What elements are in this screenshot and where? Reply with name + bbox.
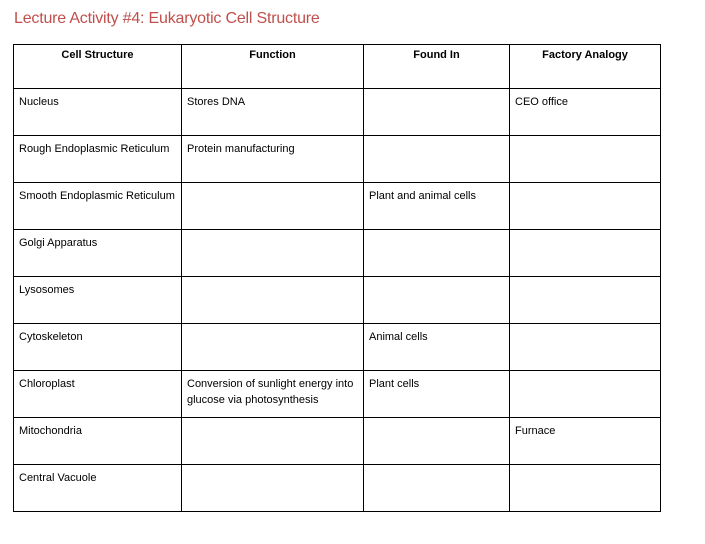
table-header-row bbox=[14, 45, 661, 89]
column-header-found-in: Found In bbox=[364, 45, 510, 89]
factory-analogy-cell[interactable] bbox=[510, 183, 661, 230]
cell-structure-name[interactable]: Cytoskeleton bbox=[14, 324, 182, 371]
table-row bbox=[14, 183, 661, 230]
factory-analogy-cell[interactable] bbox=[510, 136, 661, 183]
found-in-cell[interactable] bbox=[364, 89, 510, 136]
table-row bbox=[14, 230, 661, 277]
function-cell[interactable] bbox=[182, 183, 364, 230]
factory-analogy-cell[interactable] bbox=[510, 465, 661, 512]
column-header-function: Function bbox=[182, 45, 364, 89]
cell-structure-name[interactable]: Golgi Apparatus bbox=[14, 230, 182, 277]
cell-structure-name[interactable]: Central Vacuole bbox=[14, 465, 182, 512]
table-row bbox=[14, 465, 661, 512]
page-title: Lecture Activity #4: Eukaryotic Cell Structure bbox=[14, 10, 320, 27]
cell-structure-name[interactable]: Chloroplast bbox=[14, 371, 182, 418]
found-in-cell[interactable] bbox=[364, 277, 510, 324]
found-in-cell[interactable]: Animal cells bbox=[364, 324, 510, 371]
cell-structure-table bbox=[13, 44, 661, 512]
found-in-cell[interactable] bbox=[364, 418, 510, 465]
factory-analogy-cell[interactable] bbox=[510, 277, 661, 324]
table-row bbox=[14, 277, 661, 324]
table-row bbox=[14, 324, 661, 371]
function-cell[interactable]: Protein manufacturing bbox=[182, 136, 364, 183]
table-row bbox=[14, 371, 661, 418]
table-row bbox=[14, 136, 661, 183]
table-row bbox=[14, 418, 661, 465]
cell-structure-name[interactable]: Nucleus bbox=[14, 89, 182, 136]
found-in-cell[interactable] bbox=[364, 465, 510, 512]
cell-structure-name[interactable]: Rough Endoplasmic Reticulum bbox=[14, 136, 182, 183]
column-header-cell-structure: Cell Structure bbox=[14, 45, 182, 89]
function-cell[interactable] bbox=[182, 418, 364, 465]
function-cell[interactable]: Stores DNA bbox=[182, 89, 364, 136]
function-cell[interactable] bbox=[182, 324, 364, 371]
cell-structure-name[interactable]: Lysosomes bbox=[14, 277, 182, 324]
factory-analogy-cell[interactable] bbox=[510, 230, 661, 277]
function-cell[interactable] bbox=[182, 230, 364, 277]
factory-analogy-cell[interactable]: Furnace bbox=[510, 418, 661, 465]
function-cell[interactable] bbox=[182, 277, 364, 324]
found-in-cell[interactable]: Plant cells bbox=[364, 371, 510, 418]
cell-structure-name[interactable]: Smooth Endoplasmic Reticulum bbox=[14, 183, 182, 230]
found-in-cell[interactable] bbox=[364, 230, 510, 277]
column-header-factory-analogy: Factory Analogy bbox=[510, 45, 661, 89]
function-cell[interactable] bbox=[182, 465, 364, 512]
factory-analogy-cell[interactable] bbox=[510, 324, 661, 371]
factory-analogy-cell[interactable] bbox=[510, 371, 661, 418]
found-in-cell[interactable] bbox=[364, 136, 510, 183]
factory-analogy-cell[interactable]: CEO office bbox=[510, 89, 661, 136]
function-cell[interactable]: Conversion of sunlight energy into glucose via photosynthesis bbox=[182, 371, 364, 418]
table-row bbox=[14, 89, 661, 136]
cell-structure-name[interactable]: Mitochondria bbox=[14, 418, 182, 465]
found-in-cell[interactable]: Plant and animal cells bbox=[364, 183, 510, 230]
